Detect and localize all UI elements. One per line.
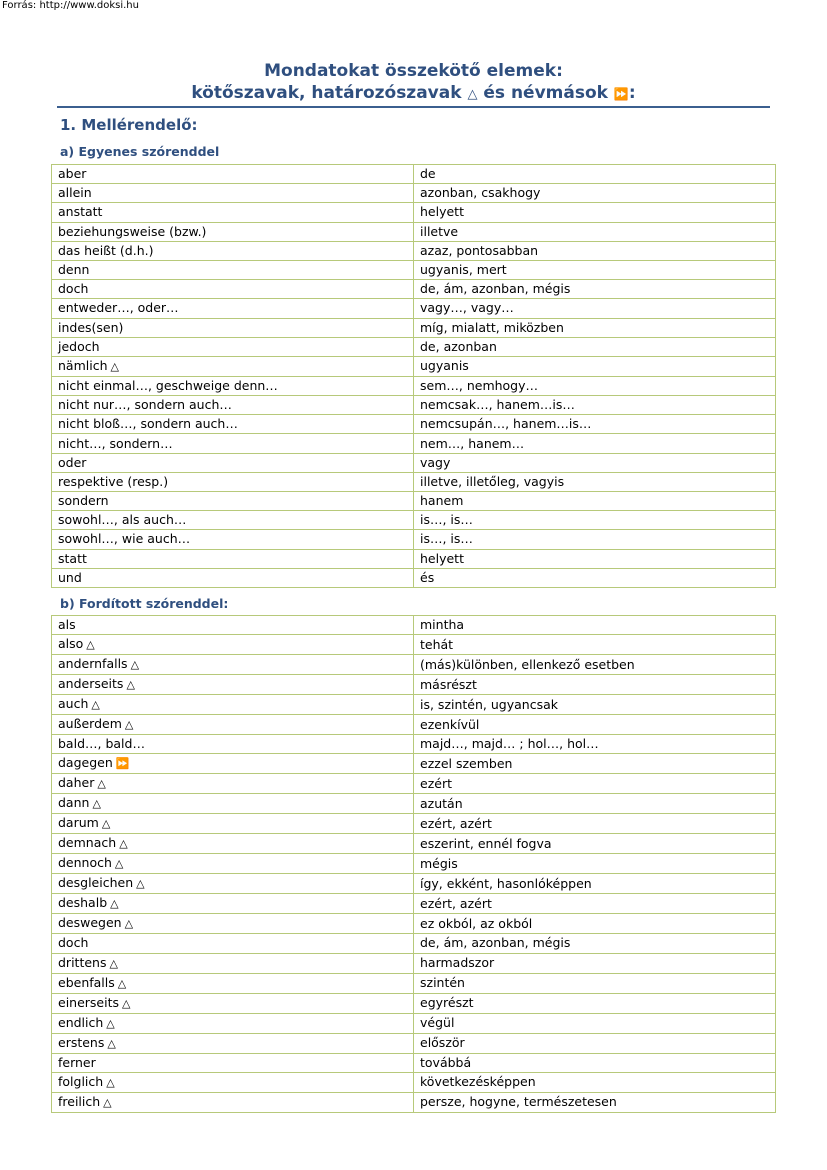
hungarian-translation-cell xyxy=(414,675,776,695)
german-term-cell xyxy=(52,511,414,530)
german-term: einerseits xyxy=(58,994,120,1010)
table-row xyxy=(52,894,776,914)
table-row xyxy=(52,854,776,874)
triangle-icon: △ xyxy=(110,359,119,373)
subsection-heading-b: b) Fordított szórenddel: xyxy=(60,596,229,611)
table-row xyxy=(52,774,776,794)
hungarian-translation: (más)különben, ellenkező esetben xyxy=(420,656,635,672)
hungarian-translation: míg, mialatt, miközben xyxy=(420,319,564,335)
hungarian-translation: nem…, hanem… xyxy=(420,435,525,451)
german-term-cell xyxy=(52,735,414,754)
german-term-cell xyxy=(52,453,414,472)
hungarian-translation: tehát xyxy=(420,636,454,652)
table-row xyxy=(52,735,776,754)
german-term-cell xyxy=(52,568,414,587)
title-line-2 xyxy=(57,82,770,106)
hungarian-translation-cell xyxy=(414,934,776,953)
hungarian-translation: nemcsupán…, hanem…is… xyxy=(420,416,592,432)
german-term-cell xyxy=(52,530,414,549)
german-term: erstens xyxy=(58,1034,105,1050)
german-term-cell xyxy=(52,434,414,453)
german-term: sowohl…, wie auch… xyxy=(58,531,191,547)
german-term-cell xyxy=(52,993,414,1013)
german-term-cell xyxy=(52,754,414,774)
german-term-cell xyxy=(52,260,414,279)
hungarian-translation: persze, hogyne, természetesen xyxy=(420,1094,617,1110)
german-term: nicht nur…, sondern auch… xyxy=(58,397,232,413)
german-term-cell xyxy=(52,695,414,715)
german-term: nicht bloß…, sondern auch… xyxy=(58,416,238,432)
hungarian-translation-cell xyxy=(414,299,776,318)
german-term: doch xyxy=(58,935,89,951)
hungarian-translation-cell xyxy=(414,434,776,453)
hungarian-translation: ezenkívül xyxy=(420,716,480,732)
german-term: doch xyxy=(58,281,89,297)
hungarian-translation: harmadszor xyxy=(420,955,495,971)
german-term: auch xyxy=(58,696,89,712)
hungarian-translation-cell xyxy=(414,549,776,568)
hungarian-translation-cell xyxy=(414,754,776,774)
triangle-icon: △ xyxy=(110,897,119,911)
triangle-icon: △ xyxy=(126,678,135,692)
german-term: folglich xyxy=(58,1073,104,1089)
german-term: andernfalls xyxy=(58,656,128,672)
german-term-cell xyxy=(52,299,414,318)
table-row xyxy=(52,530,776,549)
triangle-icon: △ xyxy=(106,1016,115,1030)
hungarian-translation-cell xyxy=(414,635,776,655)
triangle-icon: △ xyxy=(86,638,95,652)
table-row xyxy=(52,280,776,299)
triangle-icon: △ xyxy=(91,698,100,712)
german-term: beziehungsweise (bzw.) xyxy=(58,223,207,239)
hungarian-translation-cell xyxy=(414,1092,776,1112)
german-term: dagegen xyxy=(58,755,113,771)
hungarian-translation: eszerint, ennél fogva xyxy=(420,835,552,851)
german-term-cell xyxy=(52,834,414,854)
hungarian-translation: azaz, pontosabban xyxy=(420,242,539,258)
german-term-cell xyxy=(52,280,414,299)
german-term: dennoch xyxy=(58,855,112,871)
german-term: nicht einmal…, geschweige denn… xyxy=(58,377,278,393)
hungarian-translation-cell xyxy=(414,774,776,794)
table-straight-word-order xyxy=(51,164,776,588)
hungarian-translation: de, ám, azonban, mégis xyxy=(420,281,571,297)
table-row xyxy=(52,511,776,530)
german-term-cell xyxy=(52,854,414,874)
hungarian-translation-cell xyxy=(414,492,776,511)
hungarian-translation: nemcsak…, hanem…is… xyxy=(420,397,575,413)
german-term: demnach xyxy=(58,835,117,851)
hungarian-translation: mégis xyxy=(420,855,458,871)
triangle-icon: △ xyxy=(117,976,127,990)
hungarian-translation-cell xyxy=(414,318,776,337)
german-term: freilich xyxy=(58,1093,101,1109)
hungarian-translation: is…, is… xyxy=(420,512,473,528)
triangle-icon: △ xyxy=(97,777,106,791)
german-term: statt xyxy=(58,550,87,566)
german-term: allein xyxy=(58,185,92,201)
triangle-icon: △ xyxy=(101,817,111,831)
table-row xyxy=(52,549,776,568)
hungarian-translation-cell xyxy=(414,472,776,491)
german-term-cell xyxy=(52,774,414,794)
table-row xyxy=(52,434,776,453)
hungarian-translation-cell xyxy=(414,396,776,415)
table-row xyxy=(52,616,776,635)
table-row xyxy=(52,337,776,356)
german-term-cell xyxy=(52,794,414,814)
german-term: bald…, bald… xyxy=(58,736,145,752)
hungarian-translation: helyett xyxy=(420,550,464,566)
hungarian-translation-cell xyxy=(414,1053,776,1072)
page-title xyxy=(57,60,770,106)
hungarian-translation: egyrészt xyxy=(420,995,474,1011)
hungarian-translation: így, ekként, hasonlóképpen xyxy=(420,875,592,891)
hungarian-translation: ezzel szemben xyxy=(420,755,513,771)
hungarian-translation-cell xyxy=(414,735,776,754)
german-term-cell xyxy=(52,241,414,260)
table-row xyxy=(52,635,776,655)
hungarian-translation: majd…, majd… ; hol…, hol… xyxy=(420,736,599,752)
german-term: dann xyxy=(58,795,90,811)
hungarian-translation-cell xyxy=(414,715,776,735)
hungarian-translation: azután xyxy=(420,795,463,811)
german-term-cell xyxy=(52,616,414,635)
table-row xyxy=(52,184,776,203)
triangle-icon: △ xyxy=(92,797,101,811)
german-term-cell xyxy=(52,914,414,934)
hungarian-translation-cell xyxy=(414,616,776,635)
hungarian-translation-cell xyxy=(414,894,776,914)
table-row xyxy=(52,874,776,894)
hungarian-translation-cell xyxy=(414,165,776,184)
hungarian-translation-cell xyxy=(414,337,776,356)
table-row xyxy=(52,492,776,511)
table-row xyxy=(52,472,776,491)
table-body xyxy=(52,165,776,588)
table-row xyxy=(52,914,776,934)
hungarian-translation-cell xyxy=(414,415,776,434)
german-term-cell xyxy=(52,549,414,568)
german-term: deswegen xyxy=(58,915,122,931)
german-term-cell xyxy=(52,472,414,491)
hungarian-translation: ezért xyxy=(420,775,452,791)
table-row xyxy=(52,1053,776,1072)
german-term-cell xyxy=(52,356,414,376)
german-term-cell xyxy=(52,973,414,993)
german-term-cell xyxy=(52,635,414,655)
hungarian-translation-cell xyxy=(414,1033,776,1053)
triangle-icon: △ xyxy=(124,917,134,931)
table-row xyxy=(52,165,776,184)
hungarian-translation-cell xyxy=(414,241,776,260)
hungarian-translation: de, ám, azonban, mégis xyxy=(420,935,571,951)
fast-forward-icon: ⏩ xyxy=(613,87,629,101)
german-term-cell xyxy=(52,396,414,415)
triangle-icon: △ xyxy=(119,837,128,851)
hungarian-translation: is, szintén, ugyancsak xyxy=(420,696,558,712)
hungarian-translation: sem…, nemhogy… xyxy=(420,377,539,393)
hungarian-translation: de, azonban xyxy=(420,338,497,354)
hungarian-translation: továbbá xyxy=(420,1054,472,1070)
title-line-2-mid: és névmások xyxy=(483,83,608,103)
hungarian-translation-cell xyxy=(414,854,776,874)
triangle-icon: △ xyxy=(106,1075,115,1089)
hungarian-translation-cell xyxy=(414,973,776,993)
hungarian-translation-cell xyxy=(414,356,776,376)
table-row xyxy=(52,934,776,953)
german-term: sowohl…, als auch… xyxy=(58,512,187,528)
hungarian-translation: ugyanis xyxy=(420,358,469,374)
hungarian-translation: ugyanis, mert xyxy=(420,262,507,278)
german-term: ferner xyxy=(58,1054,96,1070)
german-term: und xyxy=(58,569,82,585)
german-term: darum xyxy=(58,815,99,831)
german-term-cell xyxy=(52,337,414,356)
german-term: deshalb xyxy=(58,895,108,911)
table-row xyxy=(52,453,776,472)
table-row xyxy=(52,1013,776,1033)
table-inverted-word-order xyxy=(51,615,776,1113)
hungarian-translation: és xyxy=(420,569,435,585)
hungarian-translation: ezért, azért xyxy=(420,895,492,911)
hungarian-translation-cell xyxy=(414,222,776,241)
triangle-icon: △ xyxy=(107,1036,116,1050)
table-row xyxy=(52,203,776,222)
table-row xyxy=(52,834,776,854)
triangle-icon: △ xyxy=(130,658,140,672)
german-term-cell xyxy=(52,655,414,675)
hungarian-translation: vagy xyxy=(420,454,451,470)
triangle-icon: △ xyxy=(467,87,478,102)
german-term-cell xyxy=(52,953,414,973)
hungarian-translation-cell xyxy=(414,376,776,395)
german-term: denn xyxy=(58,262,90,278)
german-term: ebenfalls xyxy=(58,974,115,990)
hungarian-translation: hanem xyxy=(420,493,464,509)
german-term: jedoch xyxy=(58,338,100,354)
hungarian-translation-cell xyxy=(414,184,776,203)
hungarian-translation: de xyxy=(420,166,436,182)
table-row xyxy=(52,754,776,774)
hungarian-translation: először xyxy=(420,1035,465,1051)
hungarian-translation: szintén xyxy=(420,975,465,991)
title-line-2-prefix: kötőszavak, határozószavak xyxy=(191,83,462,103)
german-term-cell xyxy=(52,1092,414,1112)
table-row xyxy=(52,356,776,376)
title-divider xyxy=(57,106,770,108)
german-term-cell xyxy=(52,184,414,203)
hungarian-translation: illetve, illetőleg, vagyis xyxy=(420,473,565,489)
german-term: aber xyxy=(58,166,87,182)
hungarian-translation-cell xyxy=(414,794,776,814)
hungarian-translation-cell xyxy=(414,1072,776,1092)
german-term: desgleichen xyxy=(58,875,134,891)
german-term: oder xyxy=(58,454,87,470)
hungarian-translation-cell xyxy=(414,203,776,222)
hungarian-translation: is…, is… xyxy=(420,531,473,547)
hungarian-translation: másrészt xyxy=(420,676,477,692)
table-row xyxy=(52,568,776,587)
german-term: außerdem xyxy=(58,716,122,732)
table-row xyxy=(52,241,776,260)
section-heading-1: 1. Mellérendelő: xyxy=(60,116,198,134)
hungarian-translation: helyett xyxy=(420,204,464,220)
hungarian-translation-cell xyxy=(414,834,776,854)
table-row xyxy=(52,1092,776,1112)
triangle-icon: △ xyxy=(109,956,118,970)
title-line-2-suffix: : xyxy=(628,83,636,103)
german-term: drittens xyxy=(58,954,107,970)
german-term: anderseits xyxy=(58,676,124,692)
table-row xyxy=(52,973,776,993)
hungarian-translation-cell xyxy=(414,953,776,973)
table-row xyxy=(52,376,776,395)
german-term-cell xyxy=(52,874,414,894)
german-term-cell xyxy=(52,1053,414,1072)
table-row xyxy=(52,1033,776,1053)
hungarian-translation-cell xyxy=(414,914,776,934)
german-term-cell xyxy=(52,203,414,222)
german-term: sondern xyxy=(58,493,109,509)
german-term-cell xyxy=(52,814,414,834)
table-row xyxy=(52,695,776,715)
hungarian-translation-cell xyxy=(414,814,776,834)
hungarian-translation: illetve xyxy=(420,223,459,239)
german-term: das heißt (d.h.) xyxy=(58,242,154,258)
table-row xyxy=(52,1072,776,1092)
source-note: Forrás: http://www.doksi.hu xyxy=(2,0,139,11)
table-row xyxy=(52,993,776,1013)
triangle-icon: △ xyxy=(103,1095,112,1109)
german-term: endlich xyxy=(58,1014,104,1030)
german-term: nämlich xyxy=(58,357,108,373)
table-row xyxy=(52,318,776,337)
hungarian-translation: vagy…, vagy… xyxy=(420,300,514,316)
hungarian-translation: végül xyxy=(420,1015,455,1031)
german-term: entweder…, oder… xyxy=(58,300,179,316)
hungarian-translation-cell xyxy=(414,993,776,1013)
german-term-cell xyxy=(52,675,414,695)
german-term-cell xyxy=(52,934,414,953)
hungarian-translation-cell xyxy=(414,280,776,299)
hungarian-translation-cell xyxy=(414,511,776,530)
hungarian-translation-cell xyxy=(414,260,776,279)
german-term-cell xyxy=(52,376,414,395)
triangle-icon: △ xyxy=(122,996,131,1010)
table-row xyxy=(52,814,776,834)
hungarian-translation-cell xyxy=(414,655,776,675)
hungarian-translation-cell xyxy=(414,530,776,549)
german-term-cell xyxy=(52,222,414,241)
hungarian-translation: mintha xyxy=(420,617,465,633)
german-term: also xyxy=(58,636,84,652)
hungarian-translation-cell xyxy=(414,568,776,587)
table-row xyxy=(52,794,776,814)
hungarian-translation-cell xyxy=(414,874,776,894)
german-term-cell xyxy=(52,165,414,184)
german-term-cell xyxy=(52,415,414,434)
triangle-icon: △ xyxy=(136,877,145,891)
german-term-cell xyxy=(52,492,414,511)
german-term: anstatt xyxy=(58,204,103,220)
german-term: indes(sen) xyxy=(58,319,124,335)
german-term-cell xyxy=(52,1072,414,1092)
german-term-cell xyxy=(52,1013,414,1033)
hungarian-translation: ez okból, az okból xyxy=(420,915,533,931)
table-row xyxy=(52,953,776,973)
hungarian-translation-cell xyxy=(414,695,776,715)
subsection-heading-a: a) Egyenes szórenddel xyxy=(60,144,220,159)
table-body xyxy=(52,616,776,1113)
triangle-icon: △ xyxy=(114,857,124,871)
fast-forward-icon: ⏩ xyxy=(115,757,130,771)
triangle-icon: △ xyxy=(124,718,134,732)
table-row xyxy=(52,675,776,695)
table-row xyxy=(52,415,776,434)
german-term: nicht…, sondern… xyxy=(58,435,173,451)
table-row xyxy=(52,299,776,318)
german-term: daher xyxy=(58,775,95,791)
german-term-cell xyxy=(52,894,414,914)
hungarian-translation: következésképpen xyxy=(420,1074,536,1090)
german-term-cell xyxy=(52,1033,414,1053)
title-line-1: Mondatokat összekötő elemek: xyxy=(264,61,563,81)
table-row xyxy=(52,260,776,279)
german-term-cell xyxy=(52,318,414,337)
hungarian-translation-cell xyxy=(414,1013,776,1033)
table-row xyxy=(52,655,776,675)
hungarian-translation-cell xyxy=(414,453,776,472)
table-row xyxy=(52,222,776,241)
hungarian-translation: ezért, azért xyxy=(420,815,492,831)
hungarian-translation: azonban, csakhogy xyxy=(420,185,541,201)
german-term-cell xyxy=(52,715,414,735)
german-term: als xyxy=(58,617,76,633)
table-row xyxy=(52,715,776,735)
table-row xyxy=(52,396,776,415)
german-term: respektive (resp.) xyxy=(58,473,169,489)
